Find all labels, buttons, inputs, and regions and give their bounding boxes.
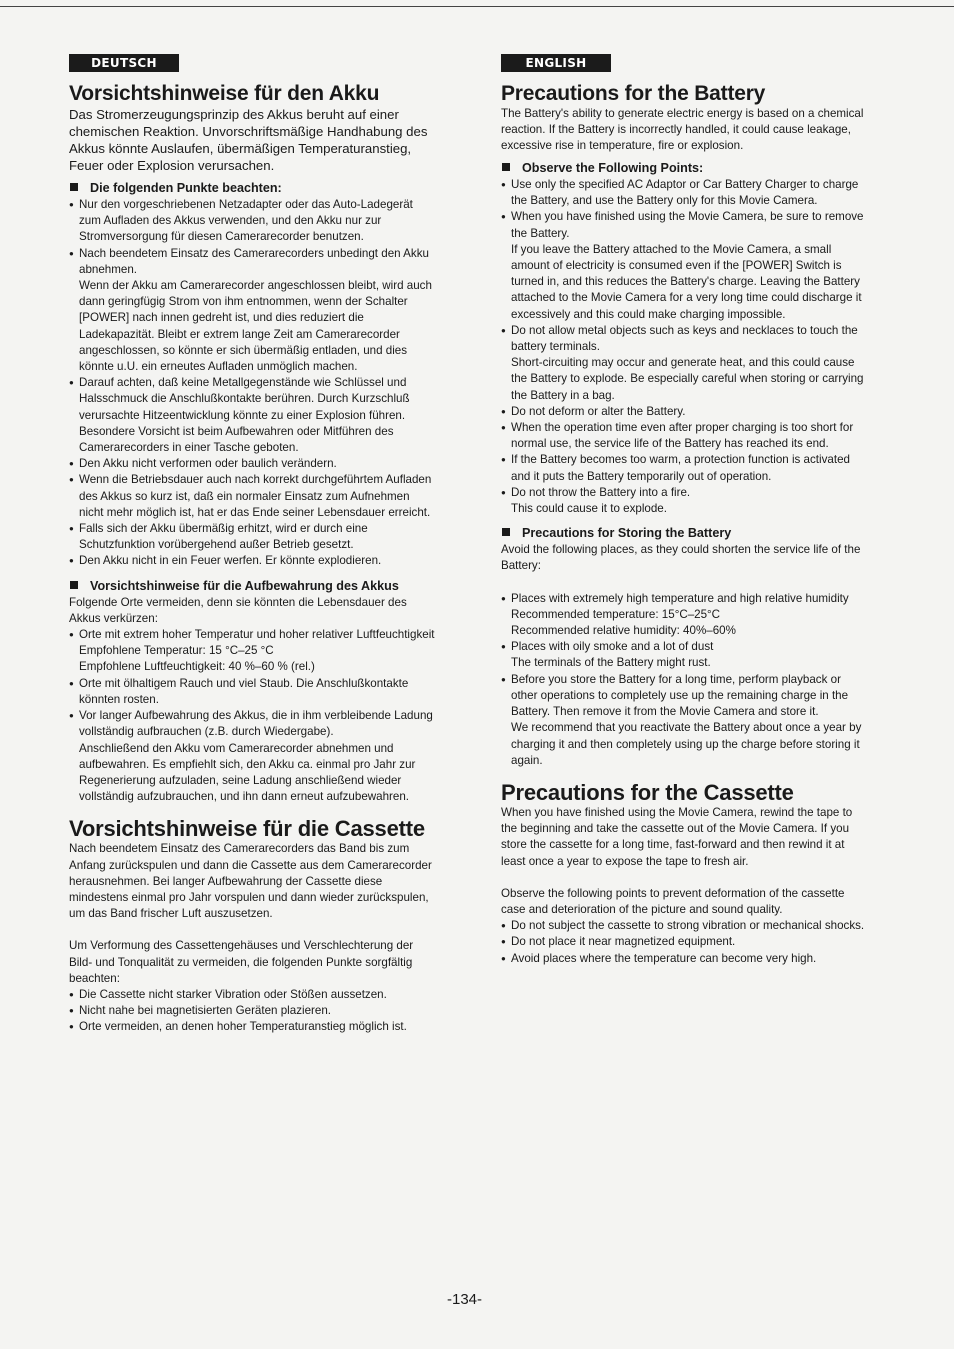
- list-item: ● Orte mit extrem hoher Temperatur und hoher relativer Luftfeuchtigkeit: [69, 627, 435, 643]
- list-item: ● When the operation time even after proper charging is too short for normal use, the service life of the Battery has reached its end.: [501, 420, 865, 452]
- storage-points-de: [69, 627, 435, 805]
- list-item-detail: Anschließend den Akku vom Camerarecorder abnehmen und aufbewahren. Es empfiehlt sich, den Akku ca. einmal pro Jahr zur Regenerierung aufzuladen, seine Ladung anschließend wieder vollständig aufzubrauchen, und ihn dann erneut aufzubewahren.: [79, 741, 416, 804]
- battery-intro-de: Das Stromerzeugungsprinzip des Akkus beruht auf einer chemischen Reaktion. Unvorschriftsmäßige Handhabung des Akkus könnte Auslaufen, übermäßigen Temperaturanstieg, Feuer oder Explosion verursachen.: [69, 107, 428, 173]
- list-item: ● Do not deform or alter the Battery.: [501, 404, 865, 420]
- german-column: [69, 54, 435, 1036]
- list-item: ● If the Battery becomes too warm, a protection function is activated and it puts the Battery temporarily out of operation.: [501, 452, 865, 484]
- storage-intro-de: Folgende Orte vermeiden, denn sie könnten die Lebensdauer des Akkus verkürzen:: [69, 595, 407, 625]
- list-item: ● Do not place it near magnetized equipment.: [501, 934, 865, 950]
- list-item: ● Darauf achten, daß keine Metallgegenstände wie Schlüssel und Halsschmuck die Anschlußkontakte berühren. Durch Kurzschluß verursachte Hitzeentwicklung könnte zu einer Explosion führen. Besondere Vorsicht ist beim Aufbewahren oder Mitführen des Camerarecorders in einer Tasche geboten.: [69, 375, 435, 456]
- cassette-para1-de: Nach beendetem Einsatz des Camerarecorders das Band bis zum Anfang zurückspulen und dann die Cassette aus dem Camerarecorder herausnehmen. Bei langer Aufbewahrung der Cassette diese mindestens einmal pro Jahr vorspulen und dann wieder zurückspulen, um das Band frischer Luft auszusetzen.: [69, 842, 432, 921]
- list-item: ● Before you store the Battery for a long time, perform playback or other operations to completely use up the remaining charge in the Battery. Then remove it from the Movie Camera and store it.: [501, 672, 865, 721]
- list-item: ● Avoid places where the temperature can become very high.: [501, 951, 865, 967]
- list-item-detail: Empfohlene Luftfeuchtigkeit: 40 %–60 % (rel.): [79, 660, 315, 674]
- square-bullet-icon: [502, 163, 510, 171]
- list-item-detail: Recommended temperature: 15°C–25°C: [511, 607, 721, 621]
- cassette-points-de: [69, 987, 435, 1036]
- page-number: -134-: [447, 1291, 483, 1308]
- spacer: [501, 870, 865, 886]
- list-item: ● Den Akku nicht verformen oder baulich verändern.: [69, 456, 435, 472]
- list-item-detail: We recommend that you reactivate the Battery about once a year by charging it and then completely using up the charge before storing it again.: [511, 721, 862, 767]
- list-item-detail: Short-circuiting may occur and generate heat, and this could cause the Battery to explode. Be especially careful when storing or carrying the Battery in a bag.: [511, 356, 864, 402]
- square-bullet-icon: [502, 528, 510, 536]
- points-heading-en: Observe the Following Points:: [501, 160, 865, 176]
- list-item: ● Orte vermeiden, an denen hoher Temperaturanstieg möglich ist.: [69, 1019, 435, 1035]
- battery-title-de: Vorsichtshinweise für den Akku: [69, 82, 380, 105]
- list-item: ● Den Akku nicht in ein Feuer werfen. Er könnte explodieren.: [69, 553, 435, 569]
- spacer: [501, 575, 865, 591]
- battery-intro-en: The Battery's ability to generate electric energy is based on a chemical reaction. If the Battery is incorrectly handled, it could cause leakage, excessive rise in temperature, fire or explosion.: [501, 107, 864, 152]
- list-item: ● Vor langer Aufbewahrung des Akkus, die in ihm verbleibende Ladung vollständig aufbrauchen (z.B. durch Wiedergabe).: [69, 708, 435, 740]
- storage-intro-en: Avoid the following places, as they could shorten the service life of the Battery:: [501, 543, 861, 573]
- language-tag-english: ENGLISH: [501, 54, 611, 72]
- square-bullet-icon: [70, 183, 78, 191]
- storage-points-en: [501, 591, 865, 769]
- list-item: ● Nicht nahe bei magnetisierten Geräten plazieren.: [69, 1003, 435, 1019]
- list-item: ● Use only the specified AC Adaptor or Car Battery Charger to charge the Battery, and use the Battery only for this Movie Camera.: [501, 177, 865, 209]
- battery-points-de: [69, 197, 435, 570]
- cassette-title-en: Precautions for the Cassette: [501, 779, 794, 805]
- language-tag-deutsch: DEUTSCH: [69, 54, 179, 72]
- cassette-para2-de: Um Verformung des Cassettengehäuses und Verschlechterung der Bild- und Tonqualität zu vermeiden, die folgenden Punkte sorgfältig beachten:: [69, 939, 414, 985]
- list-item-detail: Wenn der Akku am Camerarecorder angeschlossen bleibt, wird auch dann geringfügig Strom von ihm entnommen, wenn der Schalter [POWER] nach innen gedreht ist, und dies reduziert die Ladekapazität. Bleibt er extrem lange Zeit am Camerarecorder angeschlossen, so könnte er sich übermäßig entladen, und dies könnte u.U. ein erneutes Aufladen unmöglich machen.: [79, 279, 432, 374]
- points-heading-de: Die folgenden Punkte beachten:: [69, 180, 435, 196]
- list-item: ● When you have finished using the Movie Camera, be sure to remove the Battery.: [501, 209, 865, 241]
- list-item: ● Falls sich der Akku übermäßig erhitzt, wird er durch eine Schutzfunktion vorübergehend außer Betrieb gesetzt.: [69, 521, 435, 553]
- list-item: ● Do not throw the Battery into a fire.: [501, 485, 865, 501]
- cassette-para1-en: When you have finished using the Movie Camera, rewind the tape to the beginning and take the cassette out of the Movie Camera. If you store the cassette for a long time, fast-forward and then rewind it at least once a year to expose the tape to fresh air.: [501, 805, 853, 868]
- cassette-title-de: Vorsichtshinweise für die Cassette: [69, 816, 425, 842]
- battery-points-en: [501, 177, 865, 517]
- list-item: ● Do not subject the cassette to strong vibration or mechanical shocks.: [501, 918, 865, 934]
- list-item: ● Orte mit ölhaltigem Rauch und viel Staub. Die Anschlußkontakte könnten rosten.: [69, 676, 435, 708]
- list-item: ● Die Cassette nicht starker Vibration oder Stößen aussetzen.: [69, 987, 435, 1003]
- list-item: ● Places with oily smoke and a lot of dust: [501, 639, 865, 655]
- list-item-detail: Empfohlene Temperatur: 15 °C–25 °C: [79, 644, 274, 658]
- square-bullet-icon: [70, 581, 78, 589]
- spacer: [69, 922, 435, 938]
- english-column: [501, 54, 865, 967]
- list-item: ● Do not allow metal objects such as keys and necklaces to touch the battery terminals.: [501, 323, 865, 355]
- list-item-detail: If you leave the Battery attached to the Movie Camera, a small amount of electricity is consumed even if the [POWER] Switch is turned in, and this reduces the Battery's charge. Leaving the Battery attached to the Movie Camera for a very long time could discharge it excessively and this could make charging impossible.: [511, 242, 862, 321]
- list-item-detail: The terminals of the Battery might rust.: [511, 656, 711, 670]
- storage-heading-en: Precautions for Storing the Battery: [501, 525, 865, 541]
- list-item-detail: Recommended relative humidity: 40%–60%: [511, 624, 736, 638]
- list-item: ● Wenn die Betriebsdauer auch nach korrekt durchgeführtem Aufladen des Akkus so kurz ist, daß ein normaler Einsatz zum Aufnehmen nicht mehr möglich ist, hat er das Ende seiner Lebensdauer erreicht.: [69, 472, 435, 521]
- list-item-detail: This could cause it to explode.: [511, 502, 667, 516]
- list-item: ● Places with extremely high temperature and high relative humidity: [501, 591, 865, 607]
- list-item: ● Nur den vorgeschriebenen Netzadapter oder das Auto-Ladegerät zum Aufladen des Akkus verwenden, und den Akku nur zur Stromversorgung für diesen Camerarecorder benutzen.: [69, 197, 435, 246]
- list-item: ● Nach beendetem Einsatz des Camerarecorders unbedingt den Akku abnehmen.: [69, 246, 435, 278]
- storage-heading-de: Vorsichtshinweise für die Aufbewahrung des Akkus: [69, 578, 435, 594]
- top-rule: [0, 6, 954, 7]
- cassette-points-en: [501, 918, 865, 967]
- battery-title-en: Precautions for the Battery: [501, 82, 766, 105]
- cassette-para2-en: Observe the following points to prevent deformation of the cassette case and deterioration of the picture and sound quality.: [501, 886, 845, 916]
